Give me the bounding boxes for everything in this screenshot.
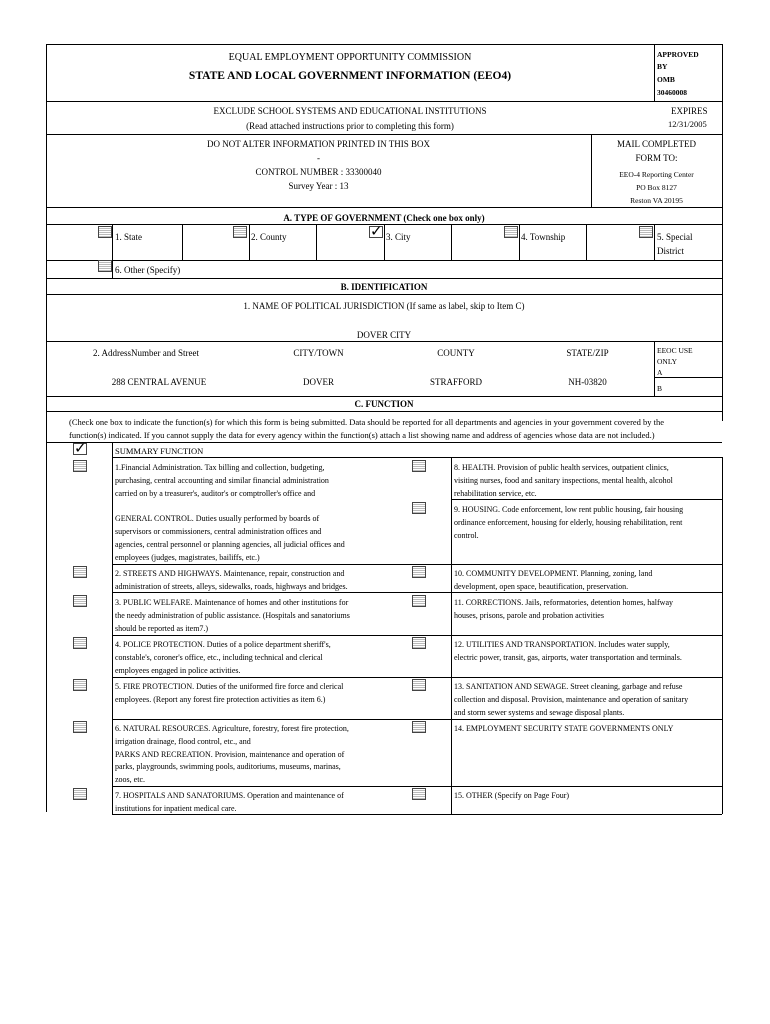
function-5-description [115,681,449,707]
description-line: 6. NATURAL RESOURCES. Agriculture, forestry, forest fire protection, [115,724,349,733]
function-6-description [115,723,449,787]
function-instructions-2: function(s) indicated. If you cannot supply the data for every agency within the function(s) attach a list showing name and address of agencies whose data are not included.) [69,430,655,440]
special-district-checkbox[interactable] [639,226,653,238]
description-line: 14. EMPLOYMENT SECURITY STATE GOVERNMENTS ONLY [454,724,674,733]
description-line: development, open space, beautification, preservation. [454,581,629,591]
section-c-title: C. FUNCTION [354,399,414,409]
instructions-note: (Read attached instructions prior to completing this form) [246,121,454,131]
description-line: 1.Financial Administration. Tax billing and collection, budgeting, [115,463,325,472]
function-instructions-1: (Check one box to indicate the function(s) for which this form is being submitted. Data should be reported for all departments and agencies in your government covered by the [69,417,665,427]
description-line: 11. CORRECTIONS. Jails, reformatories, detention homes, halfway [454,598,673,607]
description-line: employees engaged in police activities. [115,665,241,675]
function-8-description [454,462,720,500]
other-checkbox[interactable] [98,260,112,272]
township-checkbox[interactable] [504,226,518,238]
description-line: 13. SANITATION AND SEWAGE. Street cleaning, garbage and refuse [454,682,683,691]
function-13-description [454,681,720,719]
description-line: irrigation drainage, flood control, etc., and [115,736,251,746]
state-option-label: 1. State [115,232,142,242]
county-value: STRAFFORD [429,377,483,387]
commission-name: EQUAL EMPLOYMENT OPPORTUNITY COMMISSION [228,52,472,63]
function-14-description [454,723,720,736]
description-line: 12. UTILITIES AND TRANSPORTATION. Includes water supply, [454,640,670,649]
description-line [115,500,449,513]
description-line: control. [454,530,479,540]
description-line: and storm sewer systems and sewage disposal plants. [454,707,625,717]
function-3-description [115,597,449,635]
description-line: rehabilitation service, etc. [454,488,537,498]
do-not-alter-note: DO NOT ALTER INFORMATION PRINTED IN THIS BOX [206,139,431,149]
control-number: CONTROL NUMBER : 33300040 [255,167,382,177]
description-line: PARKS AND RECREATION. Provision, maintenance and operation of [115,749,345,759]
function-1-description [115,462,449,564]
mail-completed: MAIL COMPLETED [617,139,696,149]
jurisdiction-name-value: DOVER CITY [356,330,412,340]
description-line: 4. POLICE PROTECTION. Duties of a police department sheriff's, [115,640,331,649]
state-zip-label: STATE/ZIP [566,348,609,358]
summary-function-label: SUMMARY FUNCTION [115,446,204,456]
expires-label: EXPIRES [671,106,708,116]
jurisdiction-name-label: 1. NAME OF POLITICAL JURISDICTION (If same as label, skip to Item C) [243,301,525,311]
description-line: parks, playgrounds, swimming pools, auditoriums, museums, marinas, [115,762,341,772]
eeoc-a-label: A [657,368,663,377]
address-label: 2. AddressNumber and Street [93,348,199,358]
description-line: carried on by a treasurer's, auditor's or comptroller's office and [115,488,316,498]
function-15-description [454,790,720,803]
description-line: 5. FIRE PROTECTION. Duties of the uniformed fire force and clerical [115,682,344,691]
function-2-description [115,568,449,594]
state-zip-value: NH-03820 [568,377,607,387]
section-a-title: A. TYPE OF GOVERNMENT (Check one box only) [283,213,485,223]
form-to: FORM TO: [635,153,678,163]
description-line: employees (judges, magistrates, bailiffs, etc.) [115,552,260,562]
description-line: employees. (Report any forest fire protection activities as item 6.) [115,694,326,704]
exclude-note: EXCLUDE SCHOOL SYSTEMS AND EDUCATIONAL INSTITUTIONS [213,106,487,116]
county-checkbox[interactable] [233,226,247,238]
mail-address-line3: Reston VA 20195 [630,196,683,205]
by-label: BY [657,62,668,71]
description-line: electric power, transit, gas, airports, water transportation and terminals. [454,652,682,662]
city-town-value: DOVER [303,377,334,387]
function-1-checkbox[interactable] [73,460,87,472]
description-line: constable's, coroner's office, etc., including technical and clerical [115,652,323,662]
description-line: zoos, etc. [115,775,145,785]
approved-label: APPROVED [657,50,699,59]
description-line: GENERAL CONTROL. Duties usually performed by boards of [115,514,320,524]
description-line: 9. HOUSING. Code enforcement, low rent public housing, fair housing [454,505,684,514]
function-6-checkbox[interactable] [73,721,87,733]
function-7-checkbox[interactable] [73,788,87,800]
survey-year: Survey Year : 13 [288,181,349,191]
special-option-label: 5. Special [657,232,693,242]
section-b-title: B. IDENTIFICATION [340,282,428,292]
description-line: the needy administration of public assistance. (Hospitals and sanatoriums [115,610,350,620]
description-line: purchasing, central accounting and similar financial administration [115,475,329,485]
description-line: houses, prisons, parole and probation activities [454,610,604,620]
form-title: STATE AND LOCAL GOVERNMENT INFORMATION (EEO4) [188,70,512,82]
omb-label: OMB [657,75,675,84]
function-10-description [454,568,720,594]
county-label: COUNTY [437,348,475,358]
function-12-description [454,639,720,665]
function-4-checkbox[interactable] [73,637,87,649]
function-4-description [115,639,449,677]
description-line: ordinance enforcement, housing for elderly, housing rehabilitation, rent [454,517,683,527]
mail-address-line1: EEO-4 Reporting Center [619,170,694,179]
description-line: 3. PUBLIC WELFARE. Maintenance of homes and other institutions for [115,598,349,607]
function-7-description [115,790,449,816]
mail-address-line2: PO Box 8127 [636,183,677,192]
function-11-description [454,597,720,623]
description-line: agencies, central personnel or planning agencies, all judicial offices and [115,539,345,549]
eeoc-b-label: B [657,384,663,393]
description-line: should be reported as item7.) [115,623,209,633]
eeoc-only-label: ONLY [657,357,678,366]
description-line: administration of streets, alleys, sidewalks, roads, highways and bridges. [115,581,348,591]
summary-function-checkbox[interactable] [73,443,87,455]
omb-number: 30460008 [657,88,687,97]
city-checkbox[interactable] [369,226,383,238]
function-9-description [454,504,720,542]
description-line: collection and disposal. Provision, maintenance and operation of sanitary [454,694,689,704]
expires-date: 12/31/2005 [668,119,707,129]
dash: - [317,153,320,163]
county-option-label: 2. County [251,232,287,242]
state-checkbox[interactable] [98,226,112,238]
description-line: 10. COMMUNITY DEVELOPMENT. Planning, zoning, land [454,569,653,578]
description-line: visiting nurses, food and sanitary inspections, mental health, alcohol [454,475,673,485]
function-2-checkbox[interactable] [73,566,87,578]
function-3-checkbox[interactable] [73,595,87,607]
city-town-label: CITY/TOWN [293,348,344,358]
description-line: 2. STREETS AND HIGHWAYS. Maintenance, repair, construction and [115,569,345,578]
description-line: 7. HOSPITALS AND SANATORIUMS. Operation and maintenance of [115,791,344,800]
city-option-label: 3. City [386,232,411,242]
description-line: 8. HEALTH. Provision of public health services, outpatient clinics, [454,463,669,472]
township-option-label: 4. Township [521,232,566,242]
description-line: 15. OTHER (Specify on Page Four) [454,791,570,800]
function-5-checkbox[interactable] [73,679,87,691]
description-line: institutions for inpatient medical care. [115,803,237,813]
other-option-label: 6. Other (Specify) [115,265,181,275]
description-line: supervisors or commissioners, central administration offices and [115,526,322,536]
special-option-label-2: District [657,246,684,256]
eeoc-use-label: EEOC USE [657,346,693,355]
address-value: 288 CENTRAL AVENUE [111,377,207,387]
